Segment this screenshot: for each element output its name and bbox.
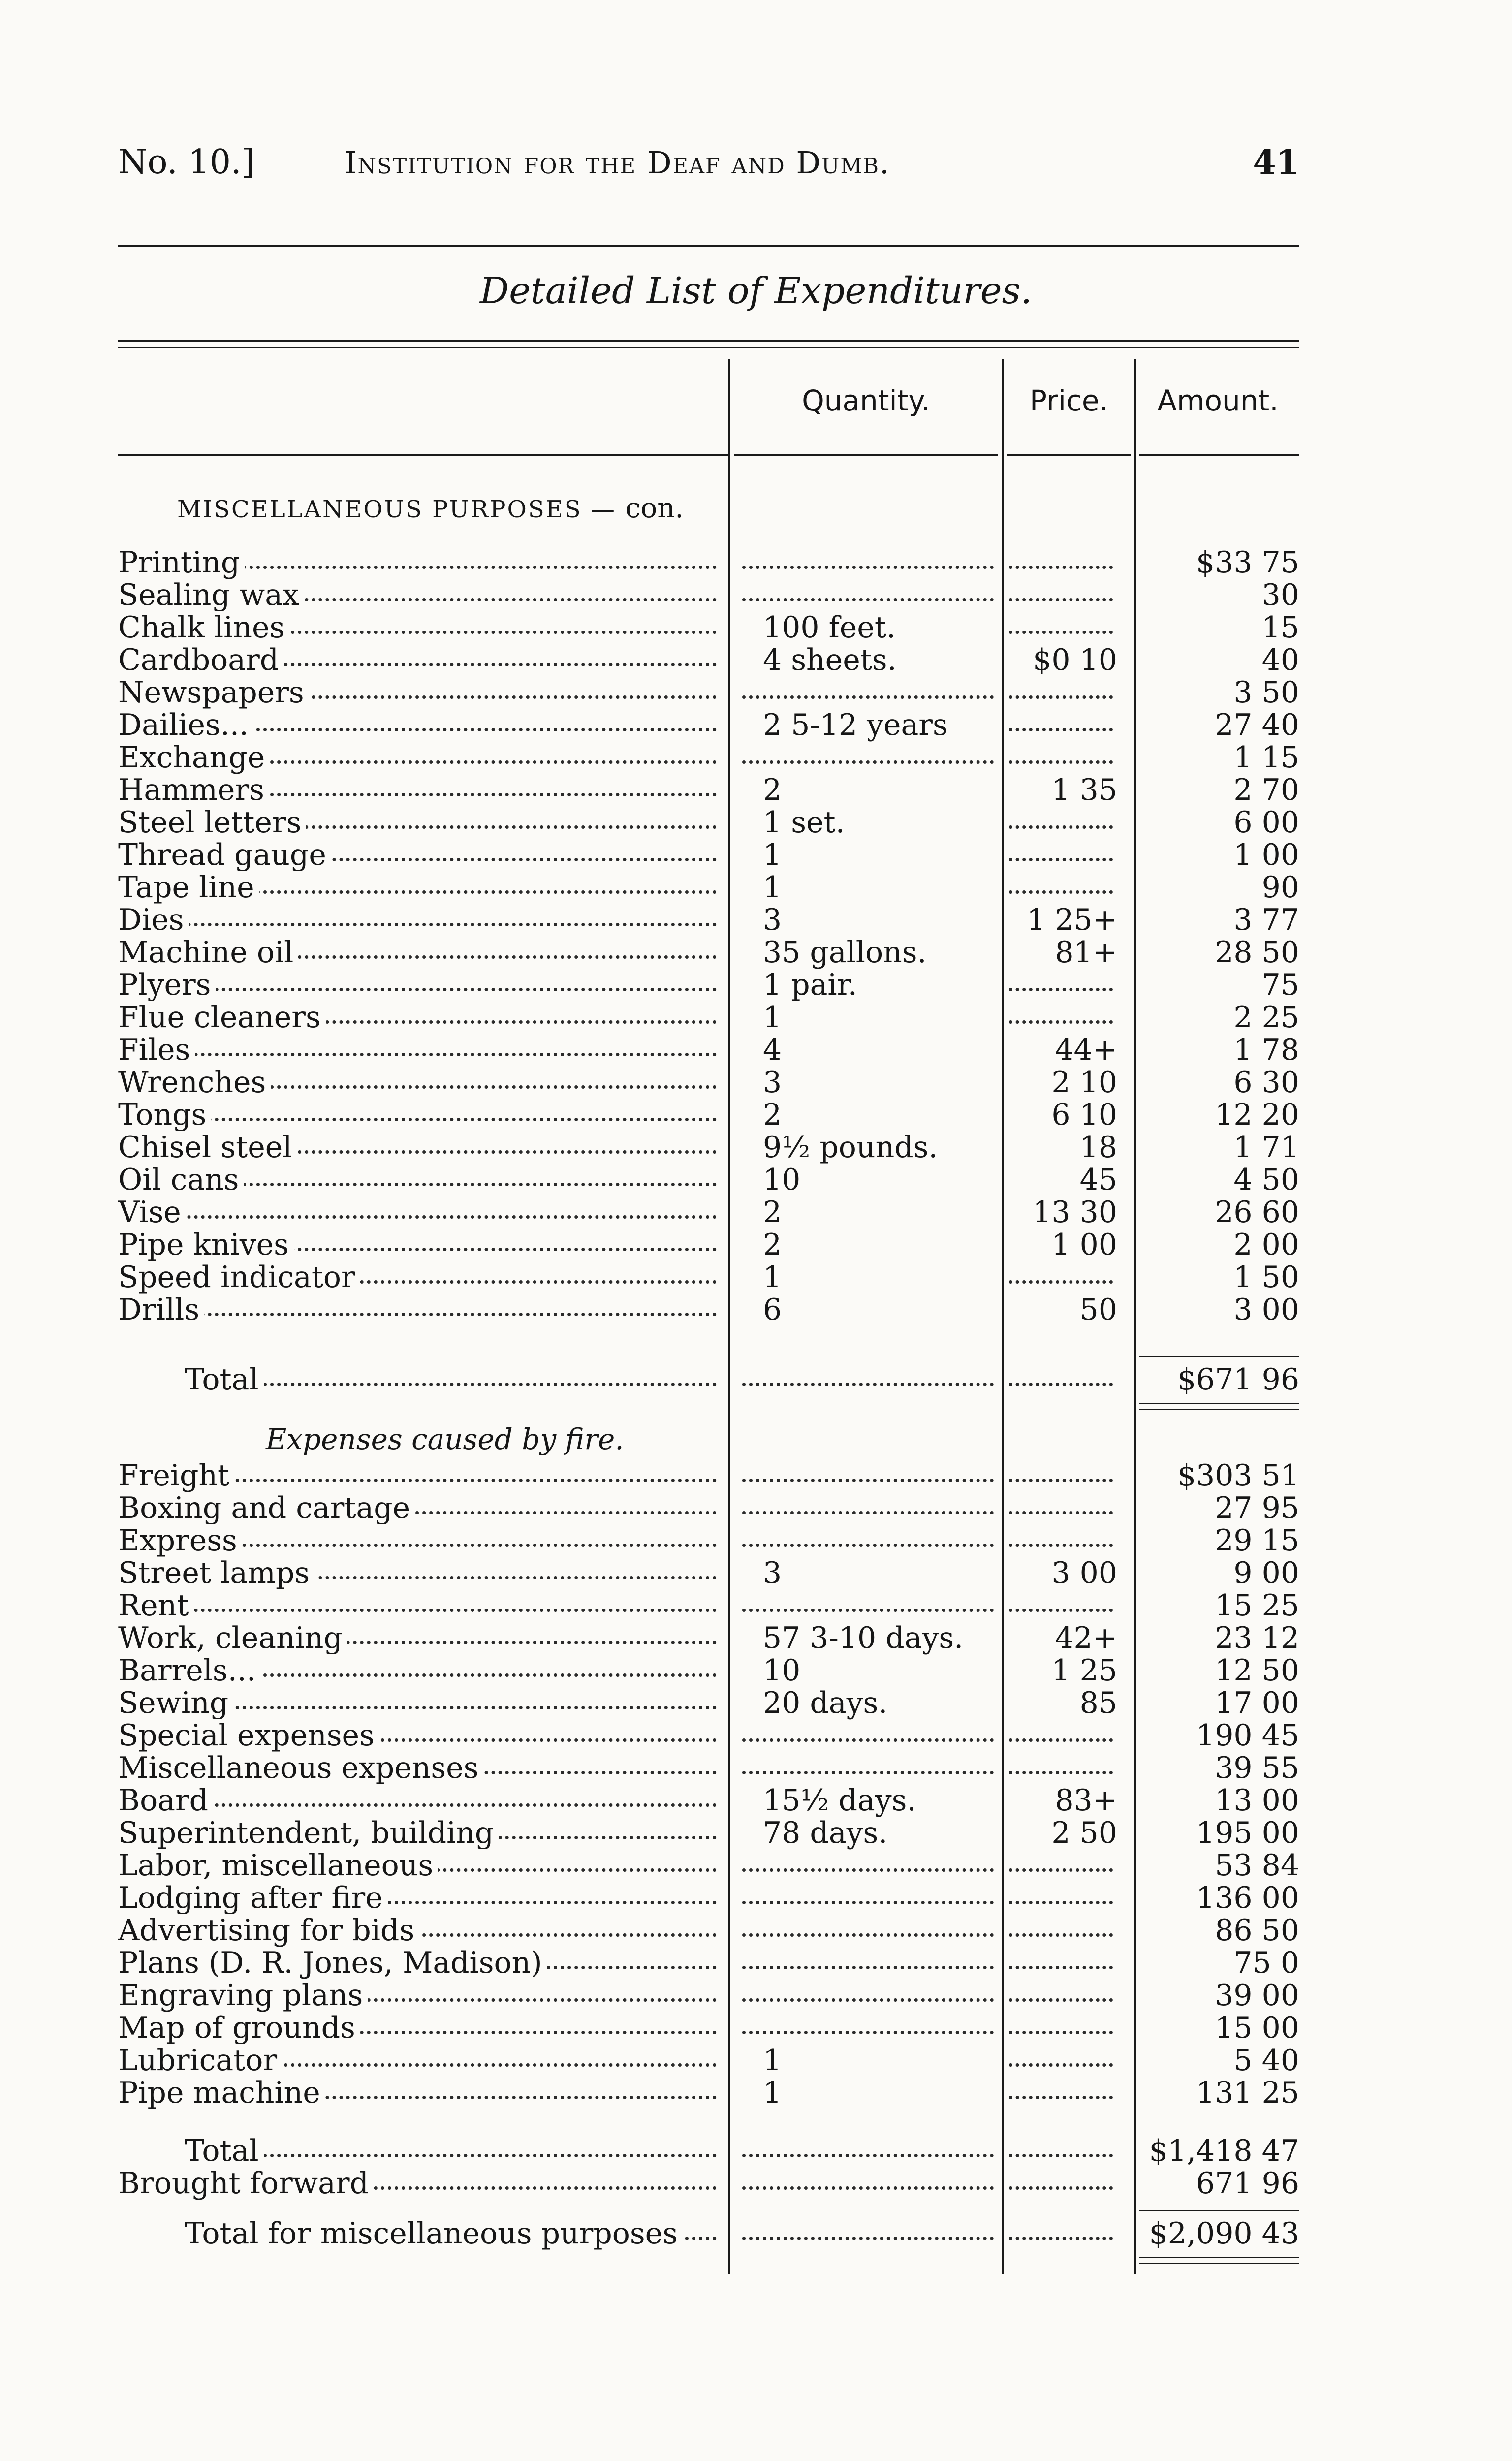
table-row xyxy=(118,644,1299,676)
item-amount: $33 75 xyxy=(1196,545,1299,580)
item-quantity: 2 xyxy=(763,1098,782,1132)
item-label: Engraving plans xyxy=(118,1979,368,2012)
price-leader xyxy=(1009,1492,1120,1524)
table-row xyxy=(118,709,1299,741)
item-quantity: 1 xyxy=(763,2043,782,2078)
section1-total-row xyxy=(118,1363,1299,1396)
table-row xyxy=(118,1817,1299,1849)
table-row xyxy=(118,1034,1299,1066)
grand-total-row xyxy=(118,2217,1299,2250)
item-price: 81+ xyxy=(1055,935,1117,970)
item-quantity: 1 xyxy=(763,1260,782,1294)
quantity-leader xyxy=(742,579,1001,611)
price-leader xyxy=(1009,1979,1120,2012)
table-row xyxy=(118,1654,1299,1687)
item-amount: 27 40 xyxy=(1215,708,1299,742)
table-row xyxy=(118,1589,1299,1622)
item-price: 45 xyxy=(1079,1163,1117,1197)
item-label: Street lamps xyxy=(118,1557,315,1589)
item-amount: 3 50 xyxy=(1233,675,1299,710)
item-price: 18 xyxy=(1079,1130,1117,1165)
item-label: Machine oil xyxy=(118,936,298,969)
item-label: Miscellaneous expenses xyxy=(118,1752,483,1784)
grand-total-amount: $2,090 43 xyxy=(1149,2216,1299,2251)
column-header-price: Price. xyxy=(1030,384,1108,417)
item-amount: 195 00 xyxy=(1196,1816,1299,1850)
table-row xyxy=(118,2077,1299,2109)
quantity-leader xyxy=(742,2012,1001,2044)
item-amount: 1 00 xyxy=(1233,838,1299,872)
item-amount: 2 00 xyxy=(1233,1228,1299,1262)
table-row xyxy=(118,1849,1299,1882)
item-amount: 26 60 xyxy=(1215,1195,1299,1230)
grand-total-double-rule xyxy=(1139,2263,1299,2264)
table-row xyxy=(118,1459,1299,1492)
item-amount: 15 xyxy=(1261,610,1299,645)
item-label: Lodging after fire xyxy=(118,1882,388,1914)
table-row xyxy=(118,1492,1299,1524)
table-row xyxy=(118,546,1299,579)
item-label: Drills xyxy=(118,1294,204,1326)
total-amount: $671 96 xyxy=(1177,1362,1299,1397)
price-leader xyxy=(1009,1001,1120,1034)
item-amount: 190 45 xyxy=(1196,1718,1299,1753)
item-amount: 131 25 xyxy=(1196,2076,1299,2110)
item-label: Boxing and cartage xyxy=(118,1492,415,1524)
header-underline xyxy=(118,454,728,456)
item-amount: 9 00 xyxy=(1233,1556,1299,1590)
item-quantity: 1 set. xyxy=(763,805,845,840)
item-label: Hammers xyxy=(118,774,269,806)
item-amount: 15 25 xyxy=(1215,1588,1299,1623)
item-label: Steel letters xyxy=(118,806,306,839)
item-label: Vise xyxy=(118,1196,186,1229)
item-amount: 1 50 xyxy=(1233,1260,1299,1294)
item-quantity: 3 xyxy=(763,1556,782,1590)
table-row xyxy=(118,741,1299,774)
item-quantity: 100 feet. xyxy=(763,610,896,645)
price-leader xyxy=(1009,2012,1120,2044)
item-quantity: 3 xyxy=(763,903,782,937)
price-leader xyxy=(1009,1947,1120,1979)
price-leader xyxy=(1009,741,1120,774)
item-label: Thread gauge xyxy=(118,839,331,871)
section-heading xyxy=(177,492,684,524)
item-label: Sewing xyxy=(118,1687,233,1719)
table-row xyxy=(118,1719,1299,1752)
quantity-leader xyxy=(742,676,1001,709)
item-amount: 13 00 xyxy=(1215,1783,1299,1818)
item-quantity: 2 xyxy=(763,773,782,807)
table-row xyxy=(118,774,1299,806)
item-label: Map of grounds xyxy=(118,2012,360,2044)
running-title: Institution for the Deaf and Dumb. xyxy=(345,145,890,181)
quantity-leader xyxy=(742,546,1001,579)
item-label: Express xyxy=(118,1524,242,1557)
table-row xyxy=(118,2012,1299,2044)
table-row xyxy=(118,1784,1299,1817)
table-row xyxy=(118,1229,1299,1261)
item-amount: 27 95 xyxy=(1215,1491,1299,1525)
item-label: Chalk lines xyxy=(118,611,289,644)
table-row xyxy=(118,1261,1299,1294)
column-header-amount: Amount. xyxy=(1157,384,1279,417)
item-label: Printing xyxy=(118,546,245,579)
item-price: 3 00 xyxy=(1051,1556,1117,1590)
item-amount: 2 70 xyxy=(1233,773,1299,807)
item-quantity: 10 xyxy=(763,1653,801,1688)
item-label: Pipe knives xyxy=(118,1229,294,1261)
table-row xyxy=(118,936,1299,969)
item-quantity: 2 xyxy=(763,1228,782,1262)
quantity-leader xyxy=(742,1947,1001,1979)
item-label: Rent xyxy=(118,1589,193,1622)
table-row xyxy=(118,1557,1299,1589)
item-amount: 17 00 xyxy=(1215,1686,1299,1720)
price-leader xyxy=(1009,839,1120,871)
total-double-rule xyxy=(1139,1403,1299,1404)
price-leader xyxy=(1009,1459,1120,1492)
item-quantity: 4 sheets. xyxy=(763,643,897,677)
item-quantity: 1 xyxy=(763,870,782,905)
quantity-leader xyxy=(742,1849,1001,1882)
price-leader xyxy=(1009,871,1120,904)
price-leader xyxy=(1009,806,1120,839)
item-label: Special expenses xyxy=(118,1719,379,1752)
item-price: 1 25+ xyxy=(1027,903,1117,937)
item-amount: 86 50 xyxy=(1215,1913,1299,1948)
page-title: Detailed List of Expenditures. xyxy=(479,270,1033,312)
item-amount: 75 xyxy=(1261,968,1299,1002)
item-price: 42+ xyxy=(1055,1621,1117,1655)
total-label: Total xyxy=(118,2135,264,2167)
quantity-leader xyxy=(742,1492,1001,1524)
grand-total-label: Total for miscellaneous purposes xyxy=(118,2217,683,2250)
item-quantity: 2 5-12 years xyxy=(763,708,948,742)
item-quantity: 15½ days. xyxy=(763,1783,916,1818)
item-amount: 4 50 xyxy=(1233,1163,1299,1197)
item-label: Oil cans xyxy=(118,1164,244,1196)
item-price: 44+ xyxy=(1055,1033,1117,1067)
price-leader xyxy=(1009,579,1120,611)
quantity-leader xyxy=(742,1979,1001,2012)
item-quantity: 9½ pounds. xyxy=(763,1130,938,1165)
item-label: Labor, miscellaneous xyxy=(118,1849,438,1882)
item-quantity: 10 xyxy=(763,1163,801,1197)
item-amount: 12 50 xyxy=(1215,1653,1299,1688)
grand-total-rule xyxy=(1139,2210,1299,2211)
item-amount: 23 12 xyxy=(1215,1621,1299,1655)
header-underline xyxy=(1007,454,1131,456)
table-row xyxy=(118,969,1299,1001)
item-label: Cardboard xyxy=(118,644,284,676)
table-row xyxy=(118,1066,1299,1099)
total-label: Total xyxy=(118,1363,264,1396)
item-quantity: 35 gallons. xyxy=(763,935,927,970)
item-price: 50 xyxy=(1079,1293,1117,1327)
column-header-quantity: Quantity. xyxy=(802,384,930,417)
table-row xyxy=(118,806,1299,839)
item-amount: 6 00 xyxy=(1233,805,1299,840)
total-amount: $1,418 47 xyxy=(1149,2134,1299,2168)
table-row xyxy=(118,1914,1299,1947)
table-row xyxy=(118,1622,1299,1654)
item-price: $0 10 xyxy=(1033,643,1117,677)
quantity-leader xyxy=(742,1459,1001,1492)
item-label: Superintendent, building xyxy=(118,1817,499,1849)
price-leader xyxy=(1009,1524,1120,1557)
item-amount: 29 15 xyxy=(1215,1523,1299,1558)
quantity-leader xyxy=(742,1914,1001,1947)
item-price: 85 xyxy=(1079,1686,1117,1720)
item-label: Lubricator xyxy=(118,2044,282,2077)
table-row xyxy=(118,1131,1299,1164)
item-amount: 3 77 xyxy=(1233,903,1299,937)
title-double-rule-top xyxy=(118,340,1299,342)
item-price: 2 50 xyxy=(1051,1816,1117,1850)
table-row xyxy=(118,1294,1299,1326)
item-label: Freight xyxy=(118,1459,234,1492)
table-row xyxy=(118,1979,1299,2012)
table-row xyxy=(118,839,1299,871)
item-amount: 75 0 xyxy=(1233,1946,1299,1980)
price-leader xyxy=(1009,1589,1120,1622)
item-price: 6 10 xyxy=(1051,1098,1117,1132)
item-label: Plans (D. R. Jones, Madison) xyxy=(118,1947,547,1979)
price-leader xyxy=(1009,676,1120,709)
item-label: Newspapers xyxy=(118,676,309,709)
table-row xyxy=(118,1196,1299,1229)
page-number: 41 xyxy=(1253,143,1299,182)
price-leader xyxy=(1009,969,1120,1001)
item-amount: 3 00 xyxy=(1233,1293,1299,1327)
item-price: 13 30 xyxy=(1033,1195,1117,1230)
section-heading-fire: Expenses caused by fire. xyxy=(266,1422,624,1456)
section2-total-row xyxy=(118,2135,1299,2167)
item-price: 1 25 xyxy=(1051,1653,1117,1688)
brought-forward-label: Brought forward xyxy=(118,2167,374,2200)
item-label: Tape line xyxy=(118,871,259,904)
price-leader xyxy=(1009,546,1120,579)
item-price: 2 10 xyxy=(1051,1065,1117,1100)
item-label: Sealing wax xyxy=(118,579,304,611)
table-row xyxy=(118,676,1299,709)
price-leader xyxy=(1009,1261,1120,1294)
header-underline xyxy=(734,454,998,456)
brought-forward-row xyxy=(118,2167,1299,2200)
item-label: Dies xyxy=(118,904,189,936)
table-row xyxy=(118,1524,1299,1557)
item-label: Plyers xyxy=(118,969,216,1001)
price-leader xyxy=(1009,1752,1120,1784)
item-amount: $303 51 xyxy=(1177,1458,1299,1493)
item-label: Flue cleaners xyxy=(118,1001,326,1034)
header-rule xyxy=(118,245,1299,247)
item-amount: 136 00 xyxy=(1196,1881,1299,1915)
grand-total-double-rule xyxy=(1139,2257,1299,2258)
item-label: Barrels... xyxy=(118,1654,261,1687)
price-leader xyxy=(1009,1914,1120,1947)
item-amount: 6 30 xyxy=(1233,1065,1299,1100)
price-leader xyxy=(1009,2077,1120,2109)
item-quantity: 78 days. xyxy=(763,1816,888,1850)
item-amount: 15 00 xyxy=(1215,2011,1299,2045)
item-label: Advertising for bids xyxy=(118,1914,419,1947)
item-label: Files xyxy=(118,1034,195,1066)
item-label: Board xyxy=(118,1784,213,1817)
table-row xyxy=(118,904,1299,936)
item-amount: 39 55 xyxy=(1215,1751,1299,1785)
quantity-leader xyxy=(742,741,1001,774)
item-price: 83+ xyxy=(1055,1783,1117,1818)
item-amount: 2 25 xyxy=(1233,1000,1299,1035)
quantity-leader xyxy=(742,1719,1001,1752)
item-amount: 39 00 xyxy=(1215,1978,1299,2013)
item-amount: 30 xyxy=(1261,578,1299,612)
item-amount: 1 15 xyxy=(1233,740,1299,775)
section-heading-continued: con. xyxy=(625,492,684,524)
item-quantity: 20 days. xyxy=(763,1686,888,1720)
item-amount: 90 xyxy=(1261,870,1299,905)
item-label: Work, cleaning xyxy=(118,1622,347,1654)
section-heading-text: MISCELLANEOUS PURPOSES — xyxy=(177,496,616,523)
item-price: 1 35 xyxy=(1051,773,1117,807)
item-amount: 1 71 xyxy=(1233,1130,1299,1165)
item-quantity: 3 xyxy=(763,1065,782,1100)
item-amount: 5 40 xyxy=(1233,2043,1299,2078)
price-leader xyxy=(1009,709,1120,741)
total-rule xyxy=(1139,1356,1299,1357)
item-quantity: 1 xyxy=(763,838,782,872)
table-row xyxy=(118,611,1299,644)
item-amount: 1 78 xyxy=(1233,1033,1299,1067)
table-row xyxy=(118,1752,1299,1784)
item-quantity: 2 xyxy=(763,1195,782,1230)
table-row xyxy=(118,1947,1299,1979)
quantity-leader xyxy=(742,1589,1001,1622)
table-row xyxy=(118,1164,1299,1196)
item-quantity: 6 xyxy=(763,1293,782,1327)
item-quantity: 1 xyxy=(763,2076,782,2110)
item-label: Chisel steel xyxy=(118,1131,297,1164)
quantity-leader xyxy=(742,1524,1001,1557)
table-row xyxy=(118,1099,1299,1131)
item-quantity: 57 3-10 days. xyxy=(763,1621,964,1655)
item-label: Pipe machine xyxy=(118,2077,325,2109)
item-label: Speed indicator xyxy=(118,1261,360,1294)
expenditure-table xyxy=(118,345,1299,2289)
table-row xyxy=(118,1687,1299,1719)
table-row xyxy=(118,579,1299,611)
item-amount: 12 20 xyxy=(1215,1098,1299,1132)
running-header xyxy=(118,143,1299,202)
item-quantity: 1 xyxy=(763,1000,782,1035)
quantity-leader xyxy=(742,1882,1001,1914)
price-leader xyxy=(1009,1849,1120,1882)
item-label: Dailies... xyxy=(118,709,253,741)
item-amount: 28 50 xyxy=(1215,935,1299,970)
header-underline xyxy=(1139,454,1299,456)
table-row xyxy=(118,871,1299,904)
price-leader xyxy=(1009,611,1120,644)
table-row xyxy=(118,2044,1299,2077)
price-leader xyxy=(1009,1719,1120,1752)
table-row xyxy=(118,1882,1299,1914)
item-price: 1 00 xyxy=(1051,1228,1117,1262)
document-number: No. 10.] xyxy=(118,143,255,182)
price-leader xyxy=(1009,1882,1120,1914)
table-row xyxy=(118,1001,1299,1034)
item-label: Tongs xyxy=(118,1099,211,1131)
brought-forward-amount: 671 96 xyxy=(1196,2166,1299,2201)
item-label: Wrenches xyxy=(118,1066,271,1099)
item-amount: 53 84 xyxy=(1215,1848,1299,1883)
quantity-leader xyxy=(742,1752,1001,1784)
total-double-rule xyxy=(1139,1409,1299,1410)
item-quantity: 1 pair. xyxy=(763,968,857,1002)
item-quantity: 4 xyxy=(763,1033,782,1067)
item-label: Exchange xyxy=(118,741,270,774)
item-amount: 40 xyxy=(1261,643,1299,677)
price-leader xyxy=(1009,2044,1120,2077)
